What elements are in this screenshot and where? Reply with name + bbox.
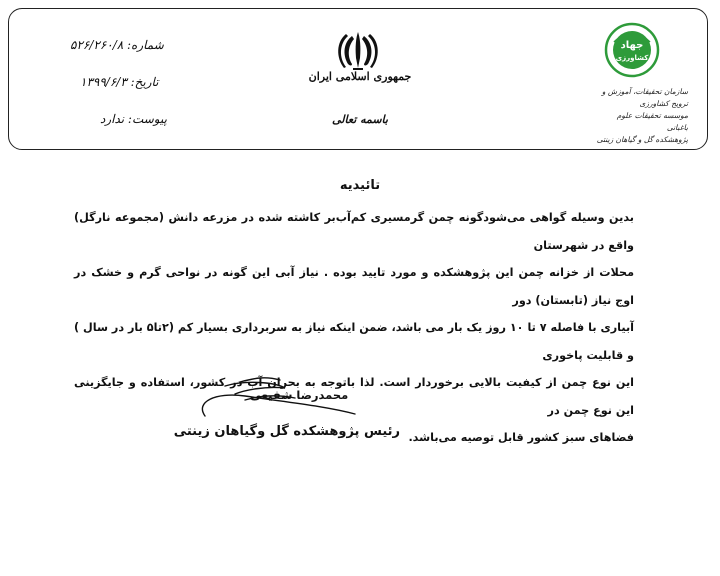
org-line: موسسه تحقیقات علوم باغبانی [616, 111, 688, 132]
org-line: پژوهشکده گل و گیاهان زینتی [596, 135, 688, 144]
invocation-text: باسمه تعالی [332, 113, 388, 126]
signer-name: محمدرضا شفیعی [250, 388, 349, 402]
logo-bottom-text: کشاورزی [615, 54, 649, 62]
signature-scrawl [185, 372, 365, 432]
org-line: سازمان تحقیقات، آموزش و ترویج کشاورزی [601, 87, 688, 108]
jahad-logo [604, 22, 660, 78]
organization-lines [596, 86, 688, 146]
body-line: بدین وسیله گواهی می‌شودگونه چمن گرمسیری کم‌آب‌بر کاشته شده در مزرعه دانش (مجموعه نارگل) واقع در شهرستان [74, 211, 634, 252]
body-line: آبیاری با فاصله ۷ تا ۱۰ روز یک بار می باشد، ضمن اینکه نیاز به سربرداری بسیار کم (۲تا۵ بار در سال ) و قابلیت پاخوری [74, 321, 634, 362]
attachment-note: پیوست: ندارد [100, 112, 167, 126]
reference-number: شماره: ۵۲۶/۲۶۰/۸ [70, 38, 164, 52]
iran-emblem-icon [330, 28, 386, 72]
signer-title: رئیس پژوهشکده گل وگیاهان زینتی [173, 424, 400, 439]
body-line: این نوع چمن از کیفیت بالایی برخوردار است. لذا باتوجه به بحران آب در کشور، استفاده و جایگزینی این نوع چمن در [74, 376, 634, 417]
document-title: تائیدیه [339, 178, 381, 193]
republic-name: جمهوری اسلامی ایران [308, 70, 412, 83]
body-line: فضاهای سبز کشور قابل توصیه می‌باشد. [408, 431, 634, 444]
body-line: محلات از خزانه چمن این پژوهشکده و مورد تایید بوده . نیاز آبی این گونه در نواحی گرم و خشک در اوج نیاز (تابستان) دور [74, 266, 634, 307]
logo-top-text: جهاد [620, 40, 644, 51]
letter-date: تاریخ: ۱۳۹۹/۶/۳ [80, 75, 159, 89]
